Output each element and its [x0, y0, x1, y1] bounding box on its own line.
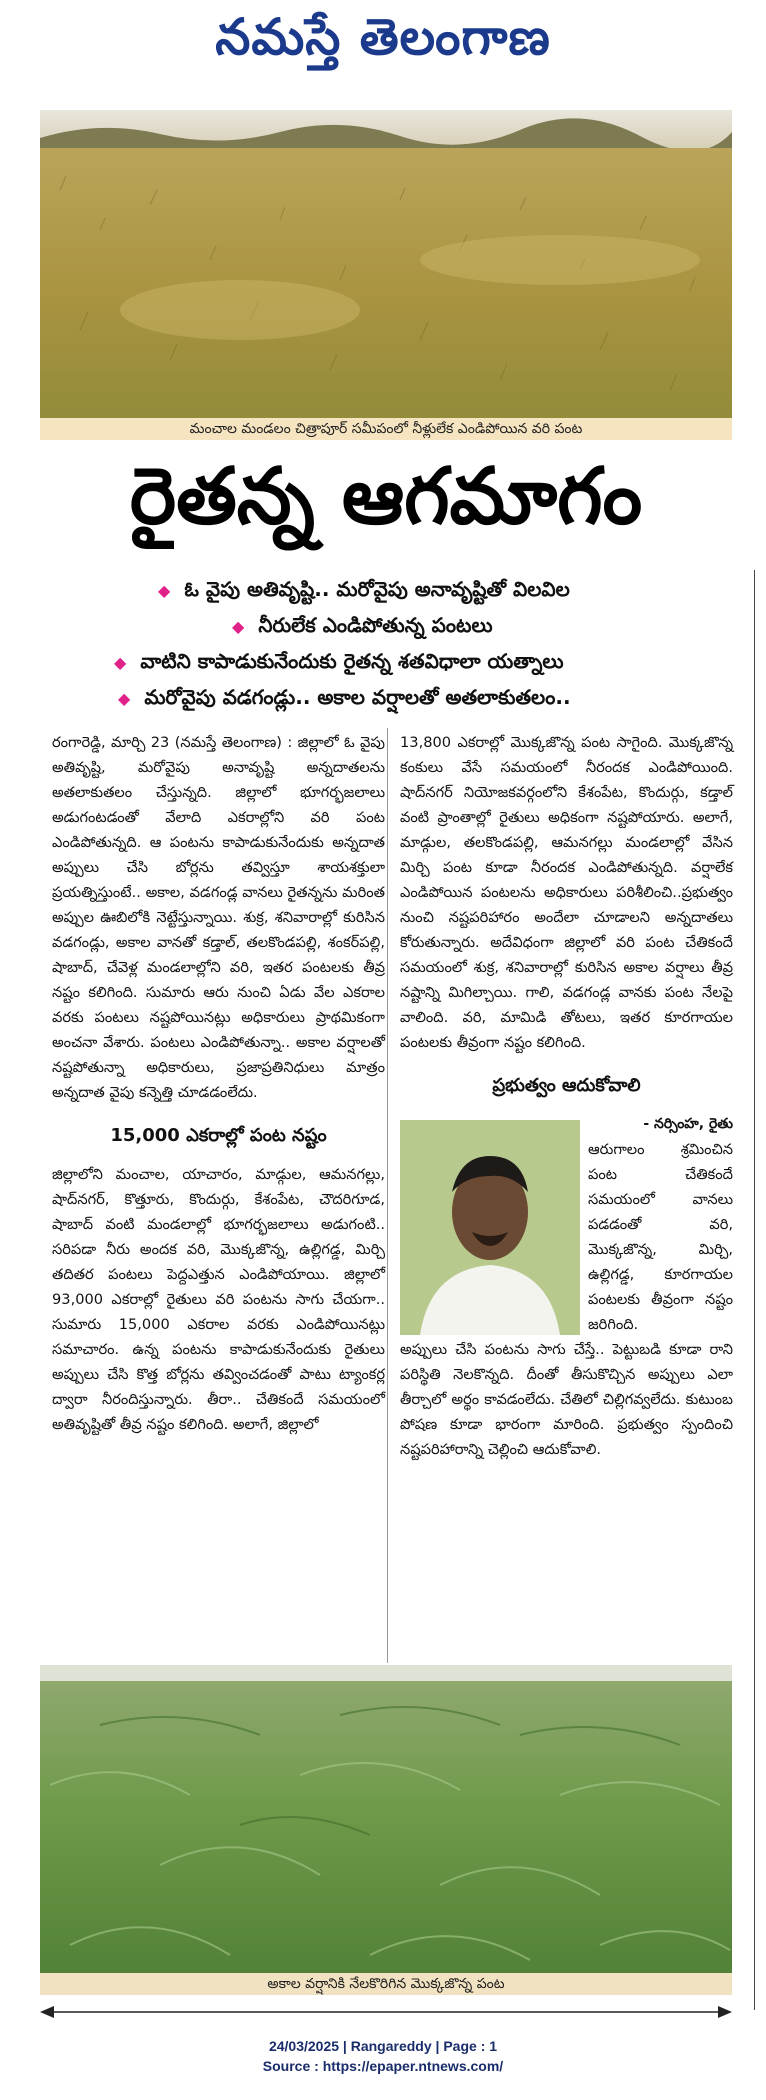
farmer-portrait-icon: [400, 1120, 580, 1335]
diamond-icon: ◆: [232, 617, 245, 636]
top-photo-caption: మంచాల మండలం చిత్రాపూర్ సమీపంలో నీళ్లులేక ఎండిపోయిన వరి పంట: [40, 418, 732, 440]
flattened-maize-field-image: [40, 1665, 732, 1995]
article-paragraph: జిల్లాలోని మంచాల, యాచారం, మాడ్గుల, ఆమనగల్లు, షాద్‌నగర్, కొత్తూరు, కొందుర్గు, కేశంపేట, చౌదరిగూడ, షాబాద్ వంటి మండలాల్లో భూగర్భజలాలు అడుగంటి.. సరిపడా నీరు అందక వరి, మొక్కజొన్న, ఉల్లిగడ్డ, మిర్చి తదితర పంటలు పెద్దఎత్తున ఎండిపోయాయి. జిల్లాలో 93,000 ఎకరాల్లో రైతులు వరి పంటను సాగు చేయగా.. సుమారు 15,000 ఎకరాల వరకు ఎండిపోయినట్లు సమాచారం. ఉన్న పంటను కాపాడుకునేందుకు రైతులు అప్పులు చేసి కొత్త బోర్లను తవ్వించడంతో పాటు ట్యాంకర్ల ద్వారా నీరందిస్తున్నారు. తీరా.. చేతికందే సమయంలో అతివృష్టితో తీవ్ర నష్టం కలిగింది. అలాగే, జిల్లాలో: [52, 1166, 385, 1433]
page-edge-rule: [754, 570, 755, 2010]
article-paragraph: 13,800 ఎకరాల్లో మొక్కజొన్న పంట సాగైంది. మొక్కజొన్న కంకులు వేసే సమయంలో నీరందక ఎండిపోయింది. షాద్‌నగర్ నియోజకవర్గంలోని కేశంపేట, కొందుర్గు, కడ్తాల్ వంటి ప్రాంతాల్లో రైతులు అధికంగా నష్టపోయారు. అలాగే, మాడ్గుల, తలకొండపల్లి, ఆమనగల్లు మండలాల్లో వేసిన మిర్చి పంట కూడా నీరందక ఎండిపోతున్నది. వర్షాలేక ఎండిపోయిన పంటలను అధికారులు పరిశీలించి..ప్రభుత్వం నుంచి నష్టపరిహారం అందేలా చూడాలని అన్నదాతలు కోరుతున్నారు. అదేవిధంగా జిల్లాలో వరి పంట చేతికందే సమయంలో శుక్ర, శనివారాల్లో కురిసిన అకాల వర్షాలు తీవ్ర నష్టాన్ని మిగిల్చాయి. గాలి, వడగండ్ల వానకు పంట నేలపై వాలింది. వరి, మామిడి తోటలు, ఇతర కూరగాయల పంటలకు తీవ్రంగా నష్టం కలిగింది.: [400, 734, 733, 1051]
column-divider: [387, 728, 388, 1663]
bullet-item: ◆ మరోవైపు వడగండ్లు.. అకాల వర్షాలతో అతలాకుతలం..: [118, 685, 571, 709]
top-photo: [40, 110, 732, 440]
article-paragraph: అప్పులు చేసి పంటను సాగు చేస్తే.. పెట్టుబడి కూడా రాని పరిస్థితి నెలకొన్నది. దీంతో తీసుకొచ్చిన అప్పులు ఎలా తీర్చాలో అర్థం కావడంలేదు. చేతిలో చిల్లిగవ్వలేదు. కుటుంబ పోషణ కూడా భారంగా మారింది. ప్రభుత్వం స్పందించి నష్టపరిహారాన్ని చెల్లించి ఆదుకోవాలి.: [400, 1341, 733, 1458]
farmer-portrait-image: [400, 1120, 580, 1335]
farmer-quote: [400, 1112, 733, 1337]
footer-source-link[interactable]: Source : https://epaper.ntnews.com/: [262, 2058, 504, 2074]
masthead-logo: నమస్తే తెలంగాణ: [215, 8, 551, 66]
section-subhead: 15,000 ఎకరాల్లో పంట నష్టం: [110, 1125, 327, 1146]
footer-date-page: 24/03/2025 | Rangareddy | Page : 1: [268, 2038, 498, 2054]
article-paragraph: రంగారెడ్డి, మార్చి 23 (నమస్తే తెలంగాణ) : జిల్లాలో ఓ వైపు అతివృష్టి, మరోవైపు అనావృష్టి అన్నదాతలను అతలాకుతలం చేస్తున్నది. జిల్లాలో భూగర్భజలాలు అడుగంటడంతో వేలాది ఎకరాల్లోని వరి పంట ఎండిపోతున్నది. ఆ పంటను కాపాడుకునేందుకు అన్నదాత అప్పులు చేసి బోర్లను తవ్విస్తూ శాయశక్తులా ప్రయత్నిస్తుంటే.. అకాల, వడగండ్ల వానలు రైతన్నను మరింత అప్పుల ఊబిలోకి నెట్టేస్తున్నాయి. శుక్ర, శనివారాల్లో కురిసిన వడగండ్లు, అకాల వానతో కడ్తాల్, తలకొండపల్లి, శంకర్‌పల్లి, షాబాద్, చేవెళ్ల మండలాల్లోని వరి, ఇతర పంటలకు తీవ్ర నష్టం కలిగింది. సుమారు ఆరు నుంచి ఏడు వేల ఎకరాల వరకు పంటలు నష్టపోయినట్లు అధికారులు ప్రాథమికంగా అంచనా వేశారు. పంటలు ఎండిపోతున్నా.. అకాల వర్షాలతో నష్టపోతున్నా అధికారులు, ప్రజాప్రతినిధులు మాత్రం అన్నదాత వైపు కన్నెత్తి చూడడంలేదు.: [52, 734, 385, 1101]
quote-body: ఆరుగాలం శ్రమించిన పంట చేతికందే సమయంలో వానలు పడడంతో వరి, మొక్కజొన్న, మిర్చి, ఉల్లిగడ్డ, కూరగాయల పంటలకు తీవ్రంగా నష్టం జరిగింది.: [588, 1141, 733, 1333]
diamond-icon: ◆: [118, 689, 131, 708]
headline: రైతన్న ఆగమాగం: [129, 452, 643, 542]
dried-paddy-field-image: [40, 110, 732, 440]
diamond-icon: ◆: [158, 581, 171, 600]
highlight-bullets: [40, 572, 732, 716]
bullet-item: ◆ నీరులేక ఎండిపోతున్న పంటలు: [232, 613, 493, 637]
section-subhead: ప్రభుత్వం ఆదుకోవాలి: [492, 1075, 641, 1096]
left-column: [52, 730, 385, 1437]
bottom-photo: [40, 1665, 732, 1995]
bullet-item: ◆ వాటిని కాపాడుకునేందుకు రైతన్న శతవిధాలా యత్నాలు: [114, 649, 564, 673]
quote-attribution: - నర్సింహ, రైతు: [643, 1116, 733, 1132]
right-column: [400, 730, 733, 1462]
bullet-item: ◆ ఓ వైపు అతివృష్టి.. మరోవైపు అనావృష్టితో విలవిల: [158, 577, 570, 601]
bottom-photo-caption: అకాల వర్షానికి నేలకొరిగిన మొక్కజొన్న పంట: [40, 1973, 732, 1995]
diamond-icon: ◆: [114, 653, 127, 672]
double-arrow-rule-icon: [40, 2002, 732, 2022]
quote-text-block: [588, 1112, 733, 1337]
